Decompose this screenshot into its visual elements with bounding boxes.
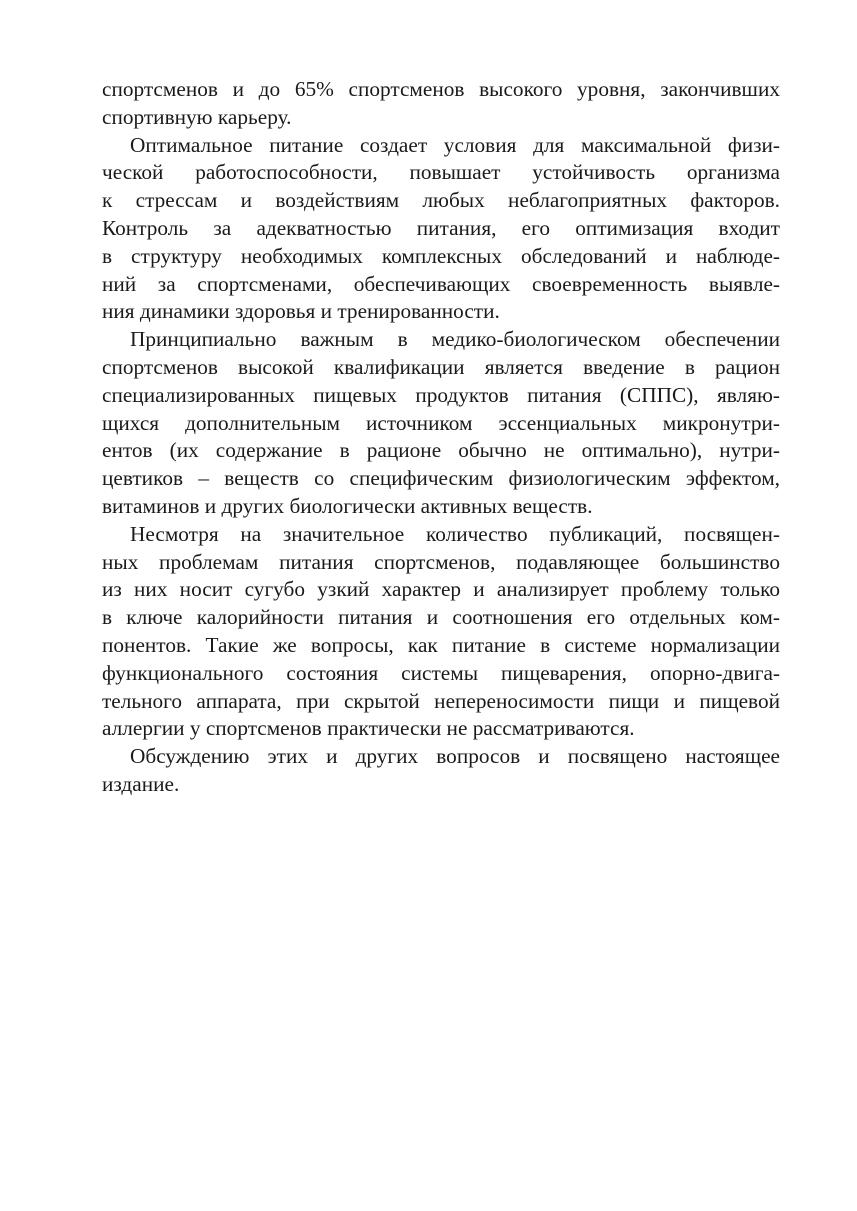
paragraph-2 (102, 132, 780, 327)
text-line: Принципиально важным в медико-биологическом обеспечении (130, 327, 780, 352)
text-line: издание. (102, 771, 180, 796)
text-line: ных проблемам питания спортсменов, подавляющее большинство (102, 549, 780, 574)
text-line: спортивную карьеру. (102, 104, 292, 129)
text-line: ний за спортсменами, обеспечивающих своевременность выявле- (102, 271, 780, 296)
text-line: Контроль за адекватностью питания, его оптимизация входит (102, 215, 780, 240)
text-line: аллергии у спортсменов практически не рассматриваются. (102, 716, 635, 741)
text-line: специализированных пищевых продуктов питания (СППС), являю- (102, 382, 780, 407)
page-body (102, 76, 780, 799)
text-line: к стрессам и воздействиям любых неблагоприятных факторов. (102, 188, 780, 213)
paragraph-4 (102, 521, 780, 743)
text-line: витаминов и других биологически активных веществ. (102, 493, 593, 518)
text-line: щихся дополнительным источником эссенциальных микронутри- (102, 410, 780, 435)
text-line: в структуру необходимых комплексных обследований и наблюде- (102, 243, 780, 268)
text-line: ческой работоспособности, повышает устойчивость организма (102, 160, 780, 185)
text-line: цевтиков – веществ со специфическим физиологическим эффектом, (102, 466, 780, 491)
text-line: понентов. Такие же вопросы, как питание в системе нормализации (102, 632, 780, 657)
text-line: тельного аппарата, при скрытой непереносимости пищи и пищевой (102, 688, 780, 713)
text-line: в ключе калорийности питания и соотношения его отдельных ком- (102, 605, 780, 630)
text-line: спортсменов высокой квалификации является введение в рацион (102, 354, 780, 379)
text-line: ния динамики здоровья и тренированности. (102, 299, 500, 324)
text-line: из них носит сугубо узкий характер и анализирует проблему только (102, 577, 780, 602)
text-line: Обсуждению этих и других вопросов и посвящено настоящее (130, 744, 780, 769)
paragraph-1 (102, 76, 780, 132)
text-line: Оптимальное питание создает условия для максимальной физи- (130, 132, 780, 157)
text-line: Несмотря на значительное количество публикаций, посвящен- (130, 521, 780, 546)
text-line: ентов (их содержание в рационе обычно не оптимально), нутри- (102, 438, 780, 463)
text-line: функционального состояния системы пищеварения, опорно-двига- (102, 660, 780, 685)
paragraph-3 (102, 326, 780, 521)
paragraph-5 (102, 743, 780, 799)
text-line: спортсменов и до 65% спортсменов высокого уровня, закончивших (102, 77, 780, 101)
